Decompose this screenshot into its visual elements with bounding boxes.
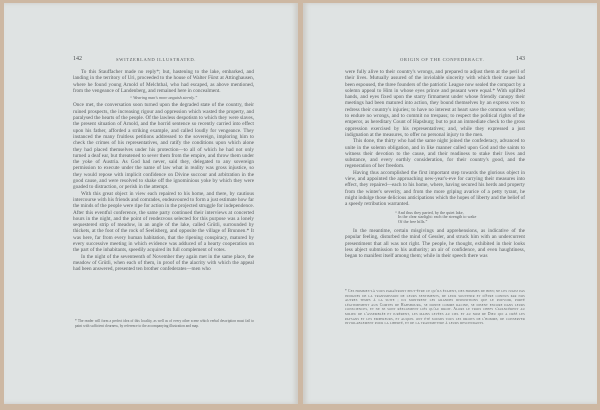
paragraph: With this great object in view each repaired to his home, and there, by cautious intercourse with his friends and comrades, endeavoured to form a just estimate how far the minds of the people were ripe for action in the projected struggle for independence. After this eventful conference, the same party continued their interviews at concerted hours in the night, and the point of rendezvous selected for this purpose was a lonely sequestered strip of meadow, in an angle of the lake, called Grütli, surrounded by thickets, at the foot of the rock of Seelisberg, and opposite the village of Brunnen.* It was here, far from every human habitation, that the ripening conspiracy, matured by every successive meeting in which evidence was adduced of a hearty cooperation on the part of the inhabitants, speedily acquired its full complement of votes.	[73, 190, 254, 254]
poem-line: “ And thus they parted, by the quiet lake,	[395, 209, 464, 215]
poem	[395, 211, 525, 225]
page-number-right: 143	[516, 56, 525, 62]
paragraph: In the night of the seventeenth of November they again met in the same place, the meadow of Grütli, when each of them, in proof of the alacrity with which the appeal had been answered, presented ten brother confederates—men who	[73, 253, 254, 273]
paragraph: This done, the thirty who had the same night joined the confederacy, advanced to unite in the solemn obligation, and in like manner called upon God and the saints to witness their devotion to the cause, and their readiness to stake their lives and substance, and every earthly consideration, for their country's good, and the regeneration of her freedom.	[345, 138, 525, 170]
quotation: “ Wearing man's more anguish sternly.”	[129, 95, 198, 101]
paragraph: In the meantime, certain misgivings and apprehensions, as indicative of the popular feeling, disturbed the mind of Gessler, and struck him with an undercurrent presentiment that all was not right. The people, he thought, exhibited in their looks less abject submission to his authority; an air of confidence, and even haughtiness, began to manifest itself among them; while in their speech there was	[345, 227, 525, 260]
running-head-right: ORIGIN OF THE CONFEDERACY.	[400, 57, 485, 62]
footnote-left: * The reader will form a perfect idea of this locality, as well as of every other scene which verbal description must fail to paint with sufficient clearness, by reference to the accompanying illustration and map.	[75, 319, 254, 328]
footnote-right: * Ces hommes-là vous paraîtront peut-être ce qu'ils étaient, des hommes de bien; ne les jugez pas indignes de la transmission de leurs sentiments, de leur souvenir et d'être connus par nos autres temps à la suite ; ils montrent les grandes dispositions que le pouvoir, porté légitimement aux Comtes de Habsbourg, se donne comme racine, se disent encore dans leurs consciences, et ne se sont réellement liés qu'au droit. Alors le trois chefs s'avancèrent au milieu de l'assemblée et jurèrent, les mains levées au ciel et au nom de Dieu qui a créé les paysans et les empereurs, et auquel ont été soumis tous les droits de l'homme, de conserver inviolablement pour la liberté, et de la transmettre à leurs descendants.	[345, 289, 525, 326]
paragraph: were fully alive to their country's wrongs, and prepared to adjust them at the peril of their lives. Mutually assured of the inviolable sincerity with which their cause had been espoused, the three founders of the patriotic League now sealed the compact by a solemn appeal to Him in whose eyes prince and peasant were equal.* With uplifted hands, and eyes fixed upon the starry firmament under whose friendly canopy their meetings had been matured into action, they bound themselves by an express vow to redress their country's injuries; to have no interest at heart save the common welfare; to endure no wrongs, and to commit no trespass; to respect the political rights of the emperor, as hereditary Count of Hapsburg; but to put an immediate check to the gross oppression exercised by his representatives; and, while they expressed a just indignation at the measures, to offer no personal injury to the men.	[345, 69, 525, 138]
paragraph: Once met, the conversation soon turned upon the degraded state of the country, their ruined prospects, the increasing rigour and oppression which wasted the property, and paralysed the hearts of the people. Of the lawless despotism to which they were slaves, the present situation of Arnold, and the horrid sentence so recently carried into effect upon his father, afforded a striking example, and called loudly for vengeance. They instanced the many fruitless petitions addressed to the sovereign, imploring him to check the crimes of his representatives, and ratify the conditions upon which alone they had placed themselves under his protection—to all of which he had not only turned a deaf ear, but threatened to sever them from the empire, and throw them under the yoke of Austria. As God had never, said they, delegated to any sovereign permission to execute under the name of law what in reality was gross injustice, so they would repose with implicit confidence on Divine succour and arbitration in the good cause, and were resolved to shake off the ignominious yoke by which they were goaded to distraction, or perish in the attempt.	[73, 102, 254, 191]
paragraph: To this Stauffacher made no reply*; but, hastening to the lake, embarked, and landing in the territory of Uri, proceeded to the house of Walter Fürst at Attinghausen, where he found young Arnold of Melchthal, who had escaped, as above mentioned, from the vengeance of Landenberg, and remained here in concealment.	[73, 69, 254, 94]
page-number-left: 142	[73, 56, 82, 62]
left-page-body	[73, 69, 254, 273]
poem-line: Of the free hills.”	[398, 219, 428, 225]
poem-line: In the clear starlight: each the strength to wake	[398, 214, 477, 220]
running-head-left: SWITZERLAND ILLUSTRATED.	[116, 57, 196, 62]
paragraph: Having thus accomplished the first important step towards the glorious object in view, and appointed the approaching new-year's-eve for carrying their measures into effect, they repaired—each to his home, where, having secured his herds and property from the winter's severity, and from the more griping avarice of a petty tyrant, he might indulge those delicious anticipations which the hopes of liberty and the belief of a speedy retribution warranted.	[345, 169, 525, 208]
right-page-body	[345, 69, 525, 259]
